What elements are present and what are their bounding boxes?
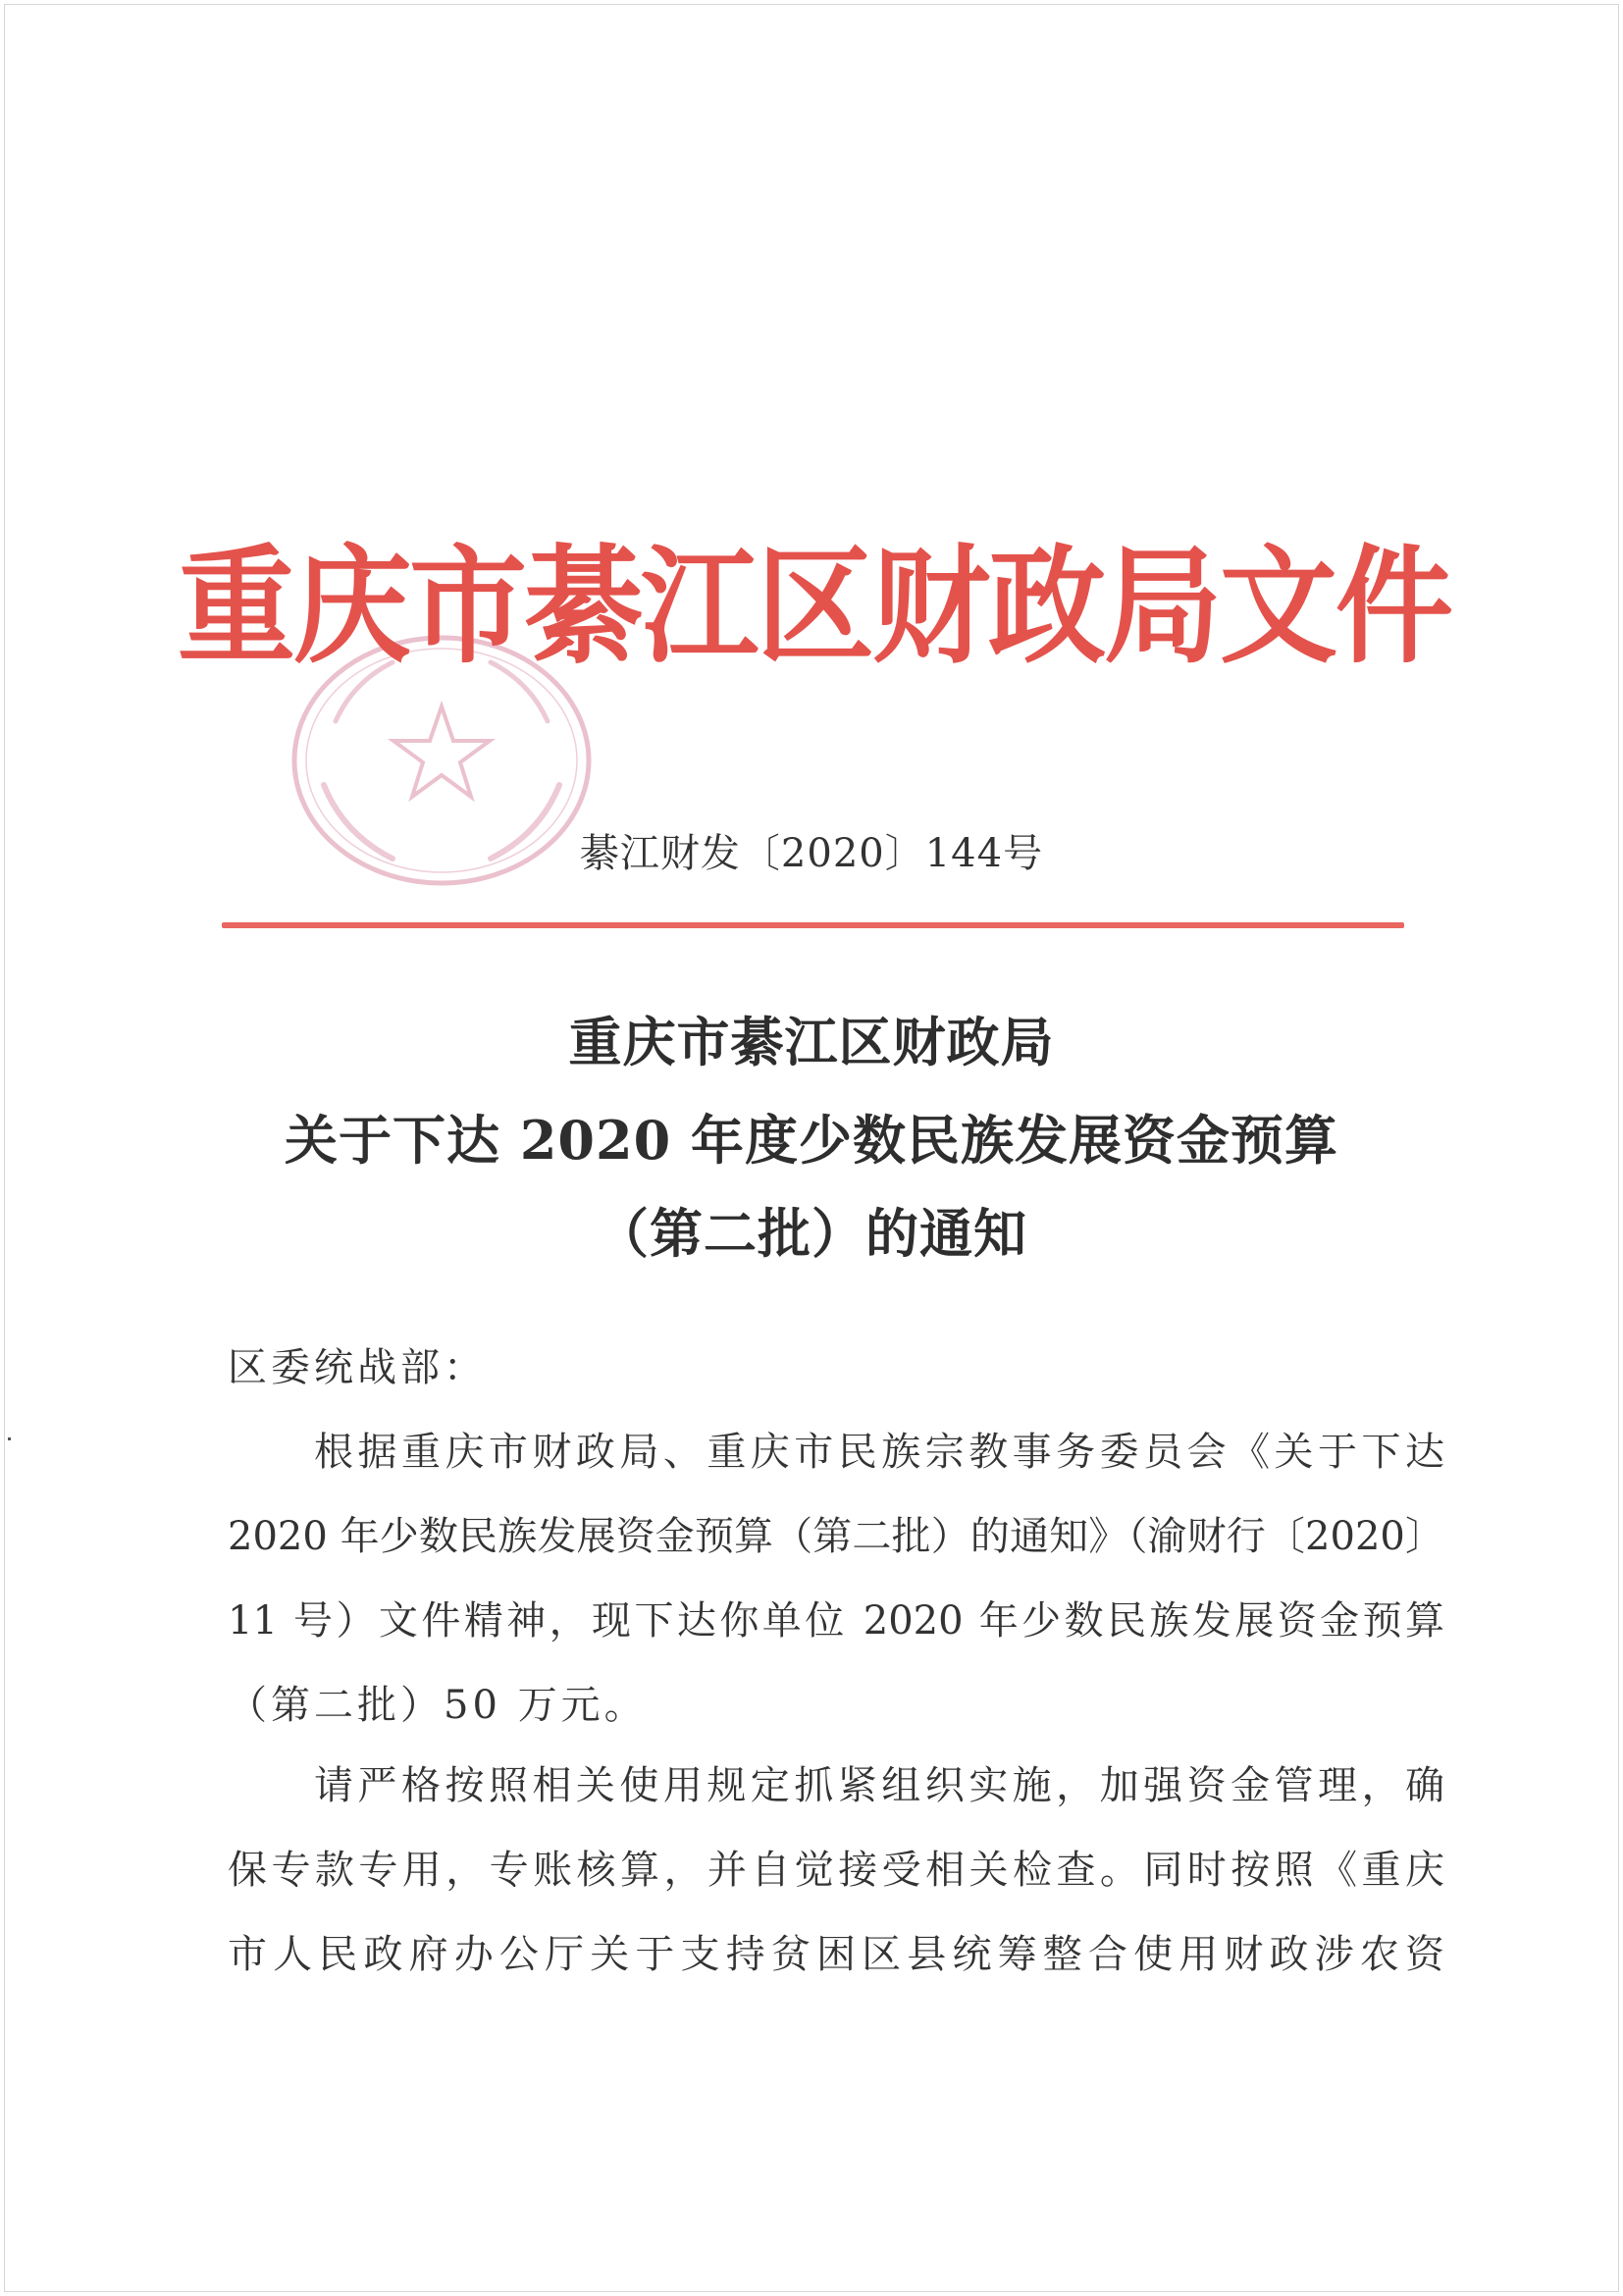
paragraph1-line-1: 根据重庆市财政局、重庆市民族宗教事务委员会《关于下达	[314, 1430, 1444, 1475]
paragraph1-line-4: （第二批）50 万元。	[228, 1683, 648, 1728]
masthead-title: 重庆市綦江区财政局文件	[178, 534, 1451, 682]
notice-title-line-2: 关于下达 2020 年度少数民族发展资金预算	[285, 1109, 1338, 1172]
paragraph1-line-3: 11 号）文件精神，现下达你单位 2020 年少数民族发展资金预算	[228, 1598, 1444, 1644]
paragraph2-line-1: 请严格按照相关使用规定抓紧组织实施，加强资金管理，确	[314, 1763, 1444, 1808]
paragraph2-line-3: 市人民政府办公厅关于支持贫困区县统筹整合使用财政涉农资	[228, 1932, 1444, 1977]
paragraph1-line-2: 2020 年少数民族发展资金预算（第二批）的通知》（渝财行〔2020〕	[228, 1514, 1444, 1559]
scan-margin-mark	[8, 1437, 11, 1440]
notice-title-line-3: （第二批）的通知	[596, 1202, 1027, 1265]
salutation: 区委统战部：	[228, 1345, 487, 1390]
paragraph2-line-2: 保专款专用，专账核算，并自觉接受相关检查。同时按照《重庆	[228, 1848, 1444, 1893]
document-number: 綦江财发〔2020〕144号	[579, 831, 1044, 876]
notice-title-line-1: 重庆市綦江区财政局	[568, 1011, 1055, 1073]
red-divider-rule	[222, 922, 1404, 928]
